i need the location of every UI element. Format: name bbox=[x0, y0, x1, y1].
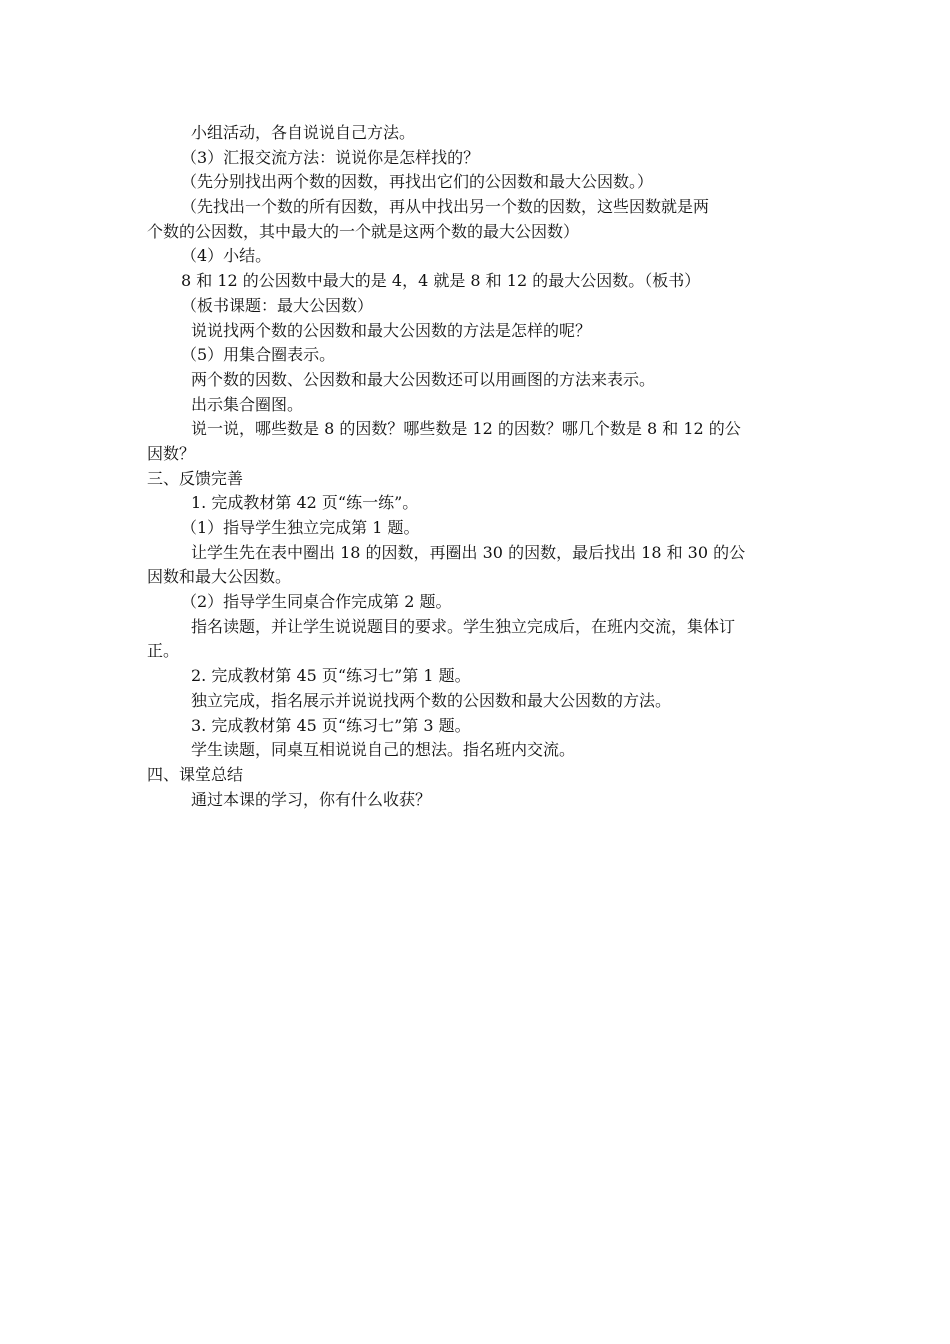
paragraph-line: 2. 完成教材第 45 页“练习七”第 1 题。 bbox=[191, 666, 471, 686]
lesson-text bbox=[147, 121, 807, 812]
paragraph-line: （先分别找出两个数的因数，再找出它们的公因数和最大公因数。） bbox=[181, 172, 654, 192]
paragraph-line: 独立完成，指名展示并说说找两个数的公因数和最大公因数的方法。 bbox=[191, 690, 672, 710]
paragraph-line: 说一说，哪些数是 8 的因数？哪些数是 12 的因数？哪几个数是 8 和 12 的公 bbox=[191, 419, 741, 439]
paragraph-line: （2）指导学生同桌合作完成第 2 题。 bbox=[181, 592, 452, 612]
paragraph-line: 两个数的因数、公因数和最大公因数还可以用画图的方法来表示。 bbox=[191, 369, 656, 389]
paragraph-line: （4）小结。 bbox=[181, 246, 272, 266]
paragraph-line: 因数和最大公因数。 bbox=[147, 567, 292, 587]
paragraph-line: 通过本课的学习，你有什么收获？ bbox=[191, 789, 432, 809]
paragraph-line: 个数的公因数，其中最大的一个就是这两个数的最大公因数） bbox=[147, 221, 580, 241]
paragraph-line: 正。 bbox=[147, 641, 180, 661]
paragraph-line: （5）用集合圈表示。 bbox=[181, 345, 336, 365]
paragraph-line: 出示集合圈图。 bbox=[191, 394, 304, 414]
paragraph-line: 因数？ bbox=[147, 443, 196, 463]
paragraph-line: 小组活动，各自说说自己方法。 bbox=[191, 123, 416, 142]
paragraph-line: 说说找两个数的公因数和最大公因数的方法是怎样的呢？ bbox=[191, 320, 592, 340]
paragraph-line: （先找出一个数的所有因数，再从中找出另一个数的因数，这些因数就是两 bbox=[181, 197, 710, 217]
paragraph-line: 1. 完成教材第 42 页“练一练”。 bbox=[191, 493, 419, 513]
paragraph-line: 学生读题，同桌互相说说自己的想法。指名班内交流。 bbox=[191, 740, 576, 760]
paragraph-line: 指名读题，并让学生说说题目的要求。学生独立完成后，在班内交流，集体订 bbox=[191, 616, 736, 636]
paragraph-line: （3）汇报交流方法：说说你是怎样找的？ bbox=[181, 147, 480, 167]
paragraph-line: 8 和 12 的公因数中最大的是 4，4 就是 8 和 12 的最大公因数。（板书） bbox=[181, 271, 701, 291]
paragraph-line: 3. 完成教材第 45 页“练习七”第 3 题。 bbox=[191, 715, 471, 735]
paragraph-line: 让学生先在表中圈出 18 的因数，再圈出 30 的因数，最后找出 18 和 30 的公 bbox=[191, 542, 746, 562]
section-heading: 四、课堂总结 bbox=[147, 764, 244, 784]
paragraph-line: （板书课题：最大公因数） bbox=[181, 295, 374, 315]
paragraph-line: （1）指导学生独立完成第 1 题。 bbox=[181, 518, 420, 537]
section-heading: 三、反馈完善 bbox=[147, 468, 244, 488]
